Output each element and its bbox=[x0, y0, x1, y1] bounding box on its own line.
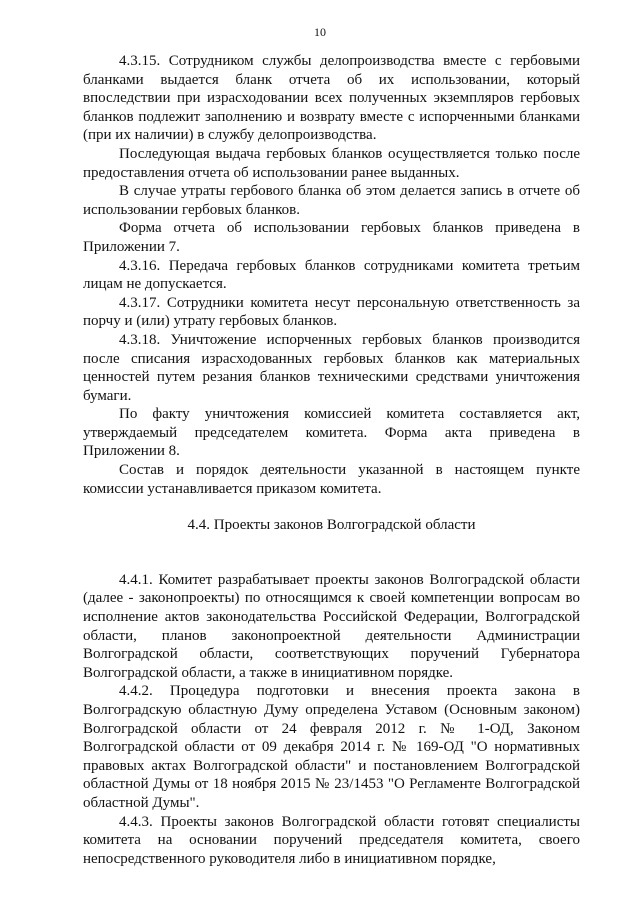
paragraph-4-3-15: 4.3.15. Сотрудником службы делопроизводства вместе с гербовыми бланками выдается бланк отчета об их использовании, который впоследствии при израсходовании всех полученных экземпляров гербовых бланков подлежит заполнению и возврату вместе с испорченными бланками (при их наличии) в службу делопроизводства. bbox=[83, 53, 580, 144]
paragraph-4-4-1: 4.4.1. Комитет разрабатывает проекты законов Волгоградской области (далее - законопроекты) по относящимся к своей компетенции вопросам во исполнение актов законодательства Российской Федерации, Волгоградской области, планов законопроектной деятельности Администрации Волгоградской области, соответствующих поручений Губернатора Волгоградской области, а также в инициативном порядке. bbox=[83, 571, 580, 681]
document-body bbox=[83, 52, 580, 868]
paragraph-4-4-2: 4.4.2. Процедура подготовки и внесения проекта закона в Волгоградскую областную Думу определена Уставом (Основным законом) Волгоградской области от 24 февраля 2012 г. № 1-ОД, Законом Волгоградской области от 09 декабря 2014 г. № 169-ОД "О нормативных правовых актах Волгоградской области" и постановлением Волгоградской областной Думы от 18 ноября 2015 № 23/1453 "О Регламенте Волгоградской областной Думы". bbox=[83, 683, 580, 811]
paragraph-4-3-18: 4.3.18. Уничтожение испорченных гербовых бланков производится после списания израсходованных гербовых бланков как материальных ценностей путем резания бланков техническими средствами уничтожения бумаги. bbox=[83, 331, 580, 404]
section-heading-4-4: 4.4. Проекты законов Волгоградской области bbox=[187, 517, 476, 534]
paragraph-loss-record: В случае утраты гербового бланка об этом делается запись в отчете об использовании гербовых бланков. bbox=[83, 183, 580, 218]
paragraph-4-4-3: 4.4.3. Проекты законов Волгоградской области готовят специалисты комитета на основании поручений председателя комитета, своего непосредственного руководителя либо в инициативном порядке, bbox=[83, 813, 580, 867]
paragraph-subsequent-issue: Последующая выдача гербовых бланков осуществляется только после предоставления отчета об использовании ранее выданных. bbox=[83, 145, 580, 181]
paragraph-4-3-16: 4.3.16. Передача гербовых бланков сотрудниками комитета третьим лицам не допускается. bbox=[83, 257, 580, 293]
paragraph-4-3-17: 4.3.17. Сотрудники комитета несут персональную ответственность за порчу и (или) утрату гербовых бланков. bbox=[83, 294, 580, 330]
paragraph-destruction-act: По факту уничтожения комиссией комитета составляется акт, утверждаемый председателем комитета. Форма акта приведена в Приложении 8. bbox=[83, 406, 580, 460]
paragraph-report-form: Форма отчета об использовании гербовых бланков приведена в Приложении 7. bbox=[83, 220, 580, 255]
paragraph-commission: Состав и порядок деятельности указанной в настоящем пункте комиссии устанавливается приказом комитета. bbox=[83, 462, 580, 497]
page-number: 10 bbox=[314, 25, 326, 39]
